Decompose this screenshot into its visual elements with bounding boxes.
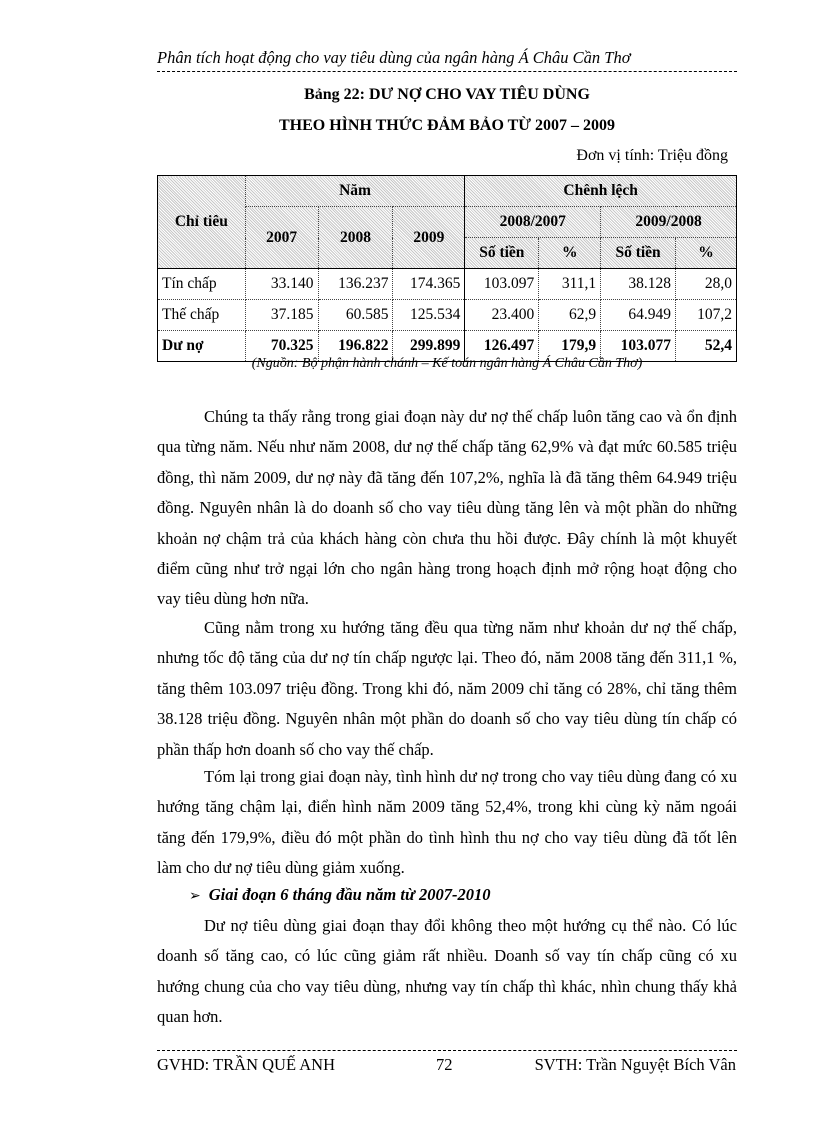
- data-table: [157, 175, 737, 362]
- arrow-bullet-icon: ➢: [189, 888, 201, 904]
- header-pct-2: %: [676, 238, 737, 269]
- cell: 125.534: [393, 300, 465, 331]
- paragraph-2: Cũng nằm trong xu hướng tăng đều qua từng năm như khoản dư nợ thế chấp, nhưng tốc độ tăng của dư nợ tín chấp ngược lại. Theo đó, năm 2008 tăng đến 311,1 %, tăng thêm 103.097 triệu đồng. Trong khi đó, năm 2009 chỉ tăng có 28%, chỉ tăng thêm 38.128 triệu đồng. Nguyên nhân một phần do doanh số cho vay tiêu dùng tín chấp có phần thấp hơn doanh số cho vay thế chấp.: [157, 618, 737, 759]
- header-rule: [157, 71, 737, 72]
- cell: 103.077: [601, 331, 676, 362]
- header-year: Năm: [245, 176, 465, 207]
- page-number: 72: [436, 1055, 453, 1074]
- header-year-2009: 2009: [393, 207, 465, 269]
- cell: 299.899: [393, 331, 465, 362]
- header-amount-2: Số tiền: [601, 238, 676, 269]
- header-year-2008: 2008: [318, 207, 393, 269]
- header-period-2008-2007: 2008/2007: [465, 207, 601, 238]
- header-pct-1: %: [539, 238, 601, 269]
- cell: 60.585: [318, 300, 393, 331]
- running-header: Phân tích hoạt động cho vay tiêu dùng của ngân hàng Á Châu Cần Thơ: [157, 48, 631, 67]
- header-indicator: Chỉ tiêu: [158, 176, 246, 269]
- cell: 103.097: [465, 269, 539, 300]
- bullet-heading: Giai đoạn 6 tháng đầu năm từ 2007-2010: [208, 885, 491, 904]
- cell: 70.325: [245, 331, 318, 362]
- footer-advisor: GVHD: TRẦN QUẾ ANH: [157, 1055, 335, 1074]
- paragraph-3: Tóm lại trong giai đoạn này, tình hình dư nợ trong cho vay tiêu dùng đang có xu hướng tăng chậm lại, điển hình năm 2009 tăng 52,4%, trong khi cùng kỳ năm ngoái tăng đến 179,9%, điều đó một phần do tình hình thu nợ cho vay tiêu dùng đã tốt lên làm cho dư nợ tiêu dùng giảm xuống.: [157, 767, 737, 878]
- row-label-du-no: Dư nợ: [158, 331, 246, 362]
- cell: 62,9: [539, 300, 601, 331]
- cell: 179,9: [539, 331, 601, 362]
- footer-student: SVTH: Trần Nguyệt Bích Vân: [534, 1055, 736, 1074]
- cell: 174.365: [393, 269, 465, 300]
- table-title-line1: Bảng 22: DƯ NỢ CHO VAY TIÊU DÙNG: [304, 86, 590, 103]
- header-period-2009-2008: 2009/2008: [601, 207, 737, 238]
- cell: 28,0: [676, 269, 737, 300]
- cell: 196.822: [318, 331, 393, 362]
- cell: 136.237: [318, 269, 393, 300]
- section-bullet: [189, 880, 490, 911]
- cell: 23.400: [465, 300, 539, 331]
- table-source: (Nguồn: Bộ phận hành chánh – Kế toán ngân hàng Á Châu Cần Thơ): [251, 356, 643, 371]
- header-year-2007: 2007: [245, 207, 318, 269]
- header-amount-1: Số tiền: [465, 238, 539, 269]
- paragraph-4: Dư nợ tiêu dùng giai đoạn thay đổi không theo một hướng cụ thể nào. Có lúc doanh số tăng cao, có lúc cũng giảm rất nhiều. Doanh số vay tín chấp cũng có xu hướng chung của cho vay tiêu dùng, nhưng vay tín chấp thì khác, nhìn chung thấy khả quan hơn.: [157, 916, 737, 1027]
- cell: 64.949: [601, 300, 676, 331]
- cell: 126.497: [465, 331, 539, 362]
- header-difference: Chênh lệch: [465, 176, 737, 207]
- row-label-tin-chap: Tín chấp: [158, 269, 246, 300]
- cell: 52,4: [676, 331, 737, 362]
- paragraph-1: Chúng ta thấy rằng trong giai đoạn này dư nợ thế chấp luôn tăng cao và ổn định qua từng năm. Nếu như năm 2008, dư nợ thế chấp tăng 62,9% và đạt mức 60.585 triệu đồng, thì năm 2009, dư nợ này đã tăng đến 107,2%, nghĩa là đã tăng thêm 64.949 triệu đồng. Nguyên nhân là do doanh số cho vay tiêu dùng tăng lên và một phần do những khoản nợ chậm trả của khách hàng còn chưa thu hồi được. Đây chính là một khuyết điểm cũng như trở ngại lớn cho ngân hàng trong hoạch định mở rộng hoạt động cho vay tiêu dùng hơn nữa.: [157, 407, 737, 609]
- cell: 37.185: [245, 300, 318, 331]
- row-label-the-chap: Thế chấp: [158, 300, 246, 331]
- table-title-line2: THEO HÌNH THỨC ĐẢM BẢO TỪ 2007 – 2009: [278, 117, 616, 134]
- footer-rule: [157, 1050, 737, 1051]
- unit-label: Đơn vị tính: Triệu đồng: [576, 147, 728, 164]
- cell: 107,2: [676, 300, 737, 331]
- cell: 311,1: [539, 269, 601, 300]
- cell: 38.128: [601, 269, 676, 300]
- cell: 33.140: [245, 269, 318, 300]
